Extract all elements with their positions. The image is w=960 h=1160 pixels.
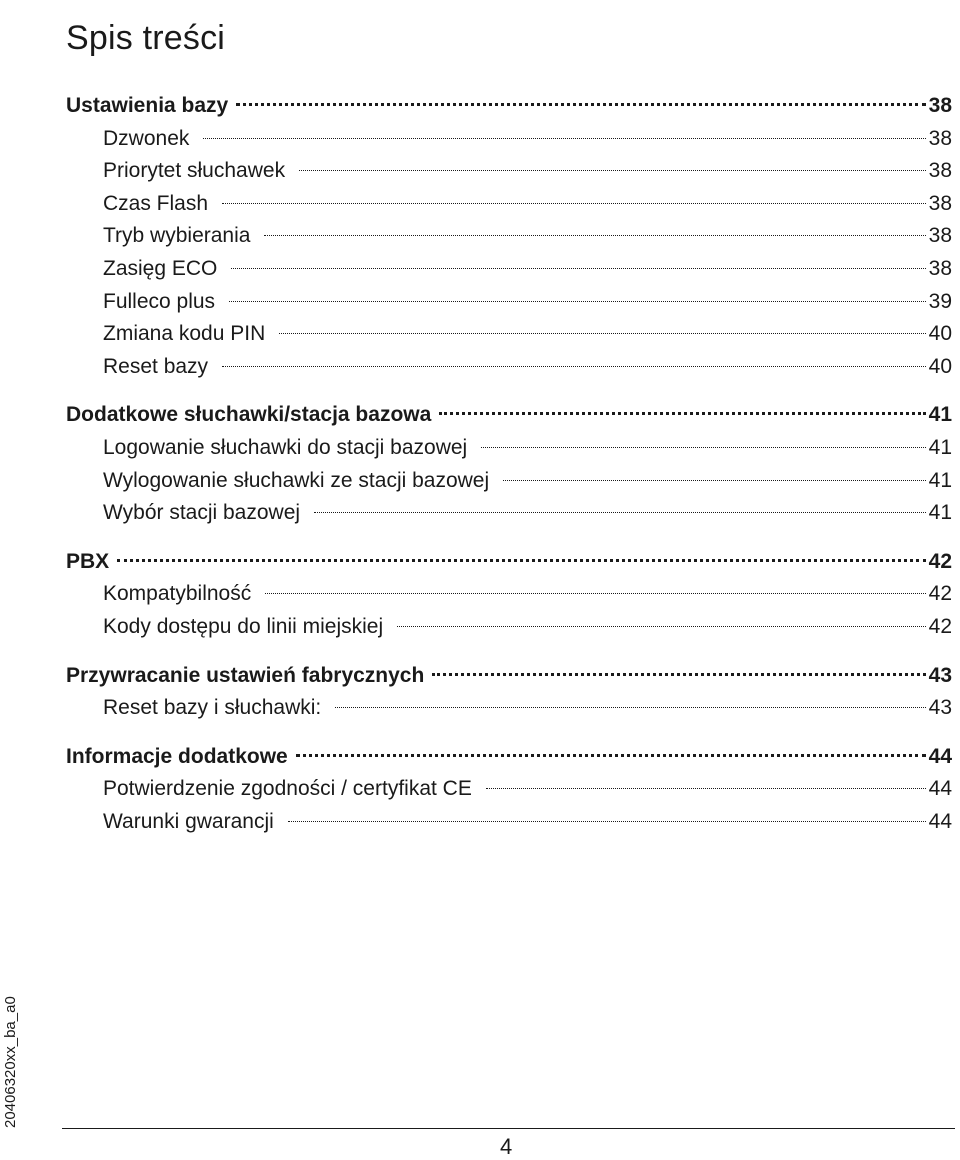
toc-entry-title: Reset bazy i słuchawki: bbox=[103, 696, 322, 720]
toc-section-entry[interactable] bbox=[66, 660, 952, 693]
toc-entry-title: Tryb wybierania bbox=[103, 224, 251, 248]
dot-leader bbox=[299, 170, 926, 171]
toc-entry-page: 44 bbox=[928, 809, 952, 833]
toc-entry-page: 41 bbox=[928, 501, 952, 525]
toc-entry-title: Ustawienia bazy bbox=[66, 94, 229, 117]
dot-leader bbox=[503, 480, 925, 481]
toc-subsection-entry[interactable] bbox=[66, 188, 952, 221]
dot-leader bbox=[222, 366, 926, 367]
dot-leader bbox=[236, 103, 925, 106]
toc-entry-page: 44 bbox=[928, 744, 952, 768]
dot-leader bbox=[279, 333, 925, 334]
toc-entry-page: 42 bbox=[928, 614, 952, 638]
dot-leader bbox=[288, 821, 926, 822]
page-title: Spis treści bbox=[66, 18, 226, 57]
footer-divider bbox=[62, 1128, 955, 1129]
toc-subsection-entry[interactable] bbox=[66, 155, 952, 188]
toc-entry-page: 41 bbox=[928, 468, 952, 492]
toc-subsection-entry[interactable] bbox=[66, 611, 952, 644]
dot-leader bbox=[397, 626, 925, 627]
toc-subsection-entry[interactable] bbox=[66, 318, 952, 351]
dot-leader bbox=[486, 788, 926, 789]
toc-subsection-entry[interactable] bbox=[66, 123, 952, 156]
toc-entry-title: Wybór stacji bazowej bbox=[103, 501, 301, 525]
toc-section-entry[interactable] bbox=[66, 90, 952, 123]
dot-leader bbox=[222, 203, 926, 204]
table-of-contents bbox=[66, 90, 952, 838]
toc-entry-page: 42 bbox=[928, 582, 952, 606]
toc-entry-title: Dzwonek bbox=[103, 126, 190, 150]
toc-entry-title: Wylogowanie słuchawki ze stacji bazowej bbox=[103, 468, 490, 492]
toc-entry-title: Logowanie słuchawki do stacji bazowej bbox=[103, 435, 468, 459]
toc-entry-page: 43 bbox=[928, 696, 952, 720]
toc-subsection-entry[interactable] bbox=[66, 578, 952, 611]
toc-entry-title: Informacje dodatkowe bbox=[66, 744, 288, 768]
toc-entry-page: 43 bbox=[928, 663, 952, 687]
dot-leader bbox=[296, 754, 926, 757]
dot-leader bbox=[203, 138, 925, 139]
toc-entry-title: Kody dostępu do linii miejskiej bbox=[103, 614, 384, 638]
toc-entry-title: Czas Flash bbox=[103, 191, 209, 215]
toc-entry-title: Warunki gwarancji bbox=[103, 809, 274, 833]
toc-entry-page: 40 bbox=[928, 322, 952, 346]
toc-entry-page: 41 bbox=[928, 403, 952, 427]
toc-subsection-entry[interactable] bbox=[66, 220, 952, 253]
toc-entry-page: 38 bbox=[928, 224, 952, 248]
dot-leader bbox=[231, 268, 925, 269]
toc-entry-page: 38 bbox=[928, 126, 952, 150]
toc-subsection-entry[interactable] bbox=[66, 497, 952, 530]
dot-leader bbox=[439, 412, 925, 415]
dot-leader bbox=[335, 707, 925, 708]
toc-entry-title: Priorytet słuchawek bbox=[103, 159, 286, 183]
toc-entry-title: Dodatkowe słuchawki/stacja bazowa bbox=[66, 403, 432, 427]
toc-subsection-entry[interactable] bbox=[66, 432, 952, 465]
toc-section-entry[interactable] bbox=[66, 399, 952, 432]
toc-entry-title: Kompatybilność bbox=[103, 582, 252, 606]
toc-entry-page: 38 bbox=[928, 256, 952, 280]
dot-leader bbox=[229, 301, 926, 302]
dot-leader bbox=[265, 593, 925, 594]
toc-entry-page: 42 bbox=[928, 549, 952, 573]
toc-entry-page: 38 bbox=[928, 159, 952, 183]
toc-entry-page: 38 bbox=[928, 191, 952, 215]
toc-subsection-entry[interactable] bbox=[66, 806, 952, 839]
toc-entry-page: 41 bbox=[928, 435, 952, 459]
dot-leader bbox=[481, 447, 925, 448]
toc-entry-page: 39 bbox=[928, 289, 952, 313]
dot-leader bbox=[264, 235, 925, 236]
dot-leader bbox=[117, 559, 925, 562]
toc-entry-page: 40 bbox=[928, 354, 952, 378]
toc-subsection-entry[interactable] bbox=[66, 351, 952, 384]
dot-leader bbox=[432, 673, 925, 676]
toc-section-entry[interactable] bbox=[66, 546, 952, 579]
toc-subsection-entry[interactable] bbox=[66, 773, 952, 806]
toc-subsection-entry[interactable] bbox=[66, 286, 952, 319]
toc-entry-page: 38 bbox=[928, 94, 952, 117]
toc-entry-title: Potwierdzenie zgodności / certyfikat CE bbox=[103, 777, 472, 801]
toc-entry-title: PBX bbox=[66, 549, 110, 573]
toc-entry-title: Przywracanie ustawień fabrycznych bbox=[66, 663, 425, 687]
toc-subsection-entry[interactable] bbox=[66, 253, 952, 286]
toc-entry-title: Fulleco plus bbox=[103, 289, 216, 313]
dot-leader bbox=[314, 512, 926, 513]
toc-entry-title: Zasięg ECO bbox=[103, 256, 218, 280]
toc-entry-page: 44 bbox=[928, 777, 952, 801]
toc-entry-title: Reset bazy bbox=[103, 354, 209, 378]
toc-entry-title: Zmiana kodu PIN bbox=[103, 322, 266, 346]
document-code: 20406320xx_ba_a0 bbox=[2, 996, 19, 1128]
toc-subsection-entry[interactable] bbox=[66, 465, 952, 498]
toc-subsection-entry[interactable] bbox=[66, 692, 952, 725]
toc-section-entry[interactable] bbox=[66, 741, 952, 774]
page-number: 4 bbox=[500, 1134, 513, 1159]
